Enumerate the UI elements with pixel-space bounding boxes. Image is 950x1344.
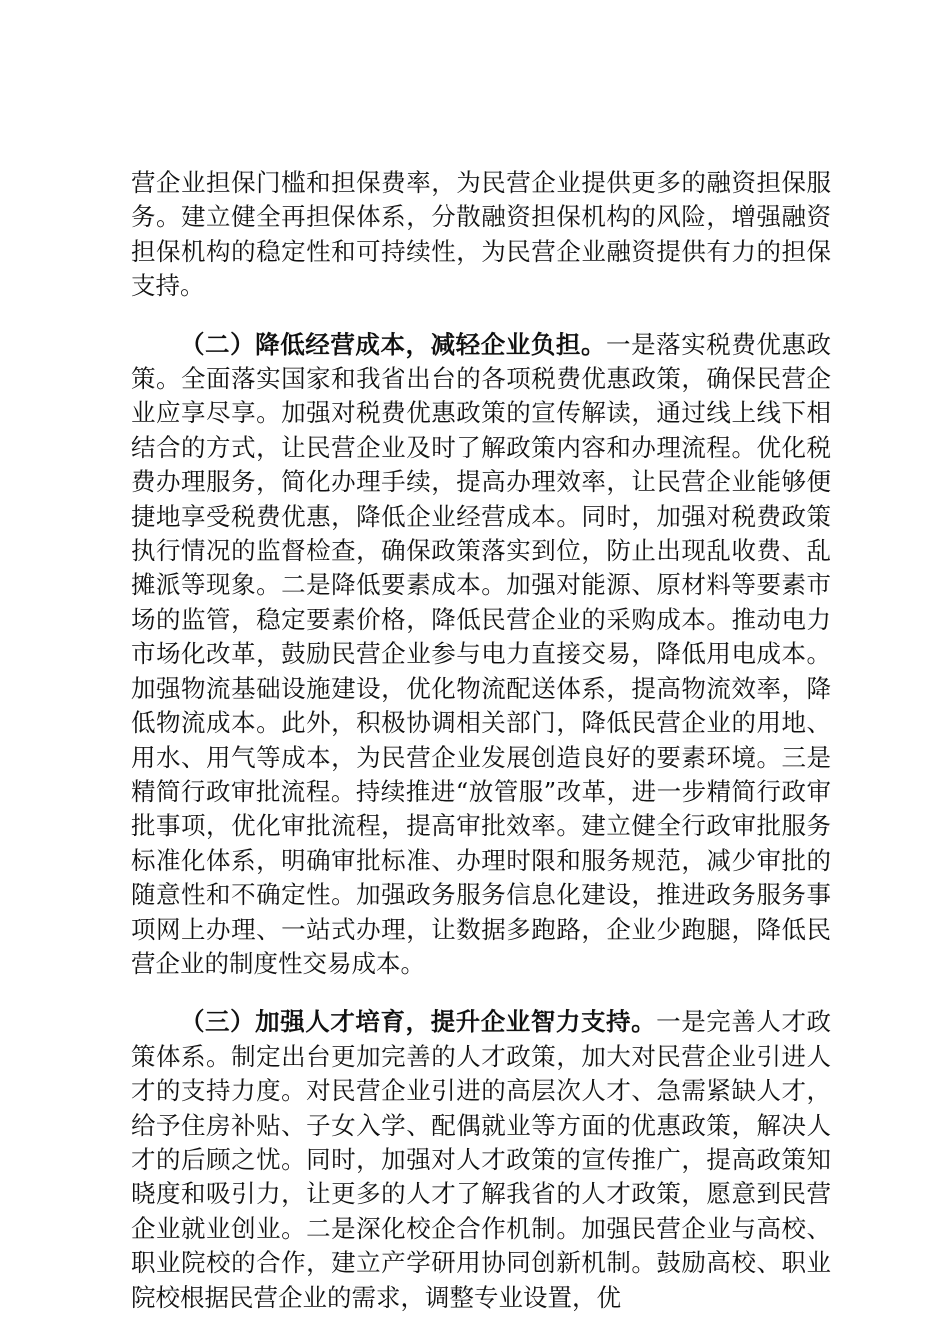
paragraph-text: 营企业担保门槛和担保费率，为民营企业提供更多的融资担保服务。建立健全再担保体系，分散融资担保机构的风险，增强融资担保机构的稳定性和可持续性，为民营企业融资提供有力的担保支持。 xyxy=(131,168,831,301)
section-heading: （三）加强人才培育，提升企业智力支持。 xyxy=(180,1007,657,1037)
paragraph-section-2 xyxy=(131,328,831,982)
document-page xyxy=(131,166,831,1315)
paragraph-gap xyxy=(131,981,831,1005)
paragraph-continuation xyxy=(131,166,831,304)
section-heading: （二）降低经营成本，减轻企业负担。 xyxy=(180,329,607,359)
paragraph-text: 一是落实税费优惠政策。全面落实国家和我省出台的各项税费优惠政策，确保民营企业应享尽享。加强对税费优惠政策的宣传解读，通过线上线下相结合的方式，让民营企业及时了解政策内容和办理流程。优化税费办理服务，简化办理手续，提高办理效率，让民营企业能够便捷地享受税费优惠，降低企业经营成本。同时，加强对税费政策执行情况的监督检查，确保政策落实到位，防止出现乱收费、乱摊派等现象。二是降低要素成本。加强对能源、原材料等要素市场的监管，稳定要素价格，降低民营企业的采购成本。推动电力市场化改革，鼓励民营企业参与电力直接交易，降低用电成本。加强物流基础设施建设，优化物流配送体系，提高物流效率，降低物流成本。此外，积极协调相关部门，降低民营企业的用地、用水、用气等成本，为民营企业发展创造良好的要素环境。三是精简行政审批流程。持续推进“放管服”改革，进一步精简行政审批事项，优化审批流程，提高审批效率。建立健全行政审批服务标准化体系，明确审批标准、办理时限和服务规范，减少审批的随意性和不确定性。加强政务服务信息化建设，推进政务服务事项网上办理、一站式办理，让数据多跑路，企业少跑腿，降低民营企业的制度性交易成本。 xyxy=(131,329,832,978)
paragraph-section-3 xyxy=(131,1005,831,1315)
paragraph-text: 一是完善人才政策体系。制定出台更加完善的人才政策，加大对民营企业引进人才的支持力度。对民营企业引进的高层次人才、急需紧缺人才，给予住房补贴、子女入学、配偶就业等方面的优惠政策，解决人才的后顾之忧。同时，加强对人才政策的宣传推广，提高政策知晓度和吸引力，让更多的人才了解我省的人才政策，愿意到民营企业就业创业。二是深化校企合作机制。加强民营企业与高校、职业院校的合作，建立产学研用协同创新机制。鼓励高校、职业院校根据民营企业的需求，调整专业设置，优 xyxy=(131,1007,831,1312)
paragraph-gap xyxy=(131,304,831,328)
